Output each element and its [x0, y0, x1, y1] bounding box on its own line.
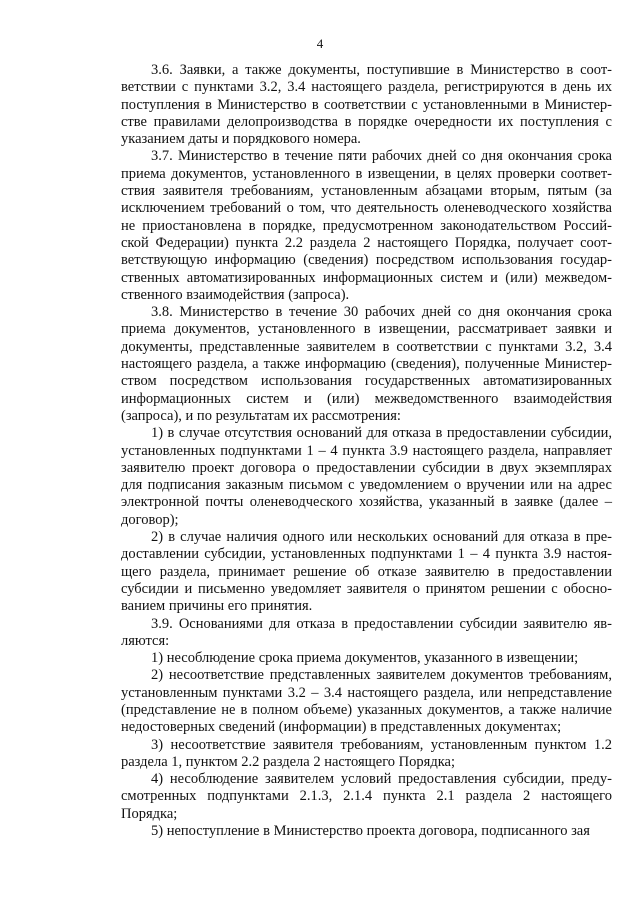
- list-item-3-8-2: 2) в случае наличия одного или нескольких оснований для отказа в предоставлении субсидии, установленных подпунктами 1 – 4 пункта 3.9 настоящего раздела, принимает решение об отказе заявителю в предоставлении субсидии и письменно уведомляет заявителя о принятом решении с обоснованием причины его принятия.: [121, 529, 612, 615]
- paragraph-3-8: 3.8. Министерство в течение 30 рабочих дней со дня окончания срока приема документов, установленного в извещении, рассматривает заявки и документы, представленные заявителем в соответствии с пунктами 3.2, 3.4 настоящего раздела, а также информацию (сведения), полученные Министерством посредством использования государственных автоматизированных информационных систем и (или) межведомственного взаимодействия (запроса), и по результатам их рассмотрения:: [121, 304, 612, 424]
- list-item-3-9-1: 1) несоблюдение срока приема документов, указанного в извещении;: [151, 650, 579, 667]
- list-item-3-9-5: 5) непоступление в Министерство проекта договора, подписанного зая: [151, 823, 590, 840]
- paragraph-3-9: 3.9. Основаниями для отказа в предоставлении субсидии заявителю являются:: [121, 615, 612, 649]
- list-item-3-9-3: 3) несоответствие заявителя требованиям, установленным пунктом 1.2 раздела 1, пунктом 2.2 раздела 2 настоящего Порядка;: [121, 736, 612, 770]
- document-body: [121, 62, 612, 840]
- list-item-3-8-1: 1) в случае отсутствия оснований для отказа в предоставлении субсидии, установленных подпунктами 1 – 4 пункта 3.9 настоящего раздела, направляет заявителю проект договора о предоставлении субсидии в двух экземплярах для подписания заказным письмом с уведомлением о вручении или на адрес электронной почты оленеводческого хозяйства, указанный в заявке (далее – договор);: [121, 425, 612, 528]
- list-item-3-9-4: 4) несоблюдение заявителем условий предоставления субсидии, предусмотренных подпунктами 2.1.3, 2.1.4 пункта 2.1 раздела 2 настоящего Порядка;: [121, 771, 612, 822]
- paragraph-3-6: 3.6. Заявки, а также документы, поступившие в Министерство в соответствии с пунктами 3.2, 3.4 настоящего раздела, регистрируются в день их поступления в Министерство в соответствии с установленными в Министерстве правилами делопроизводства в порядке очередности их поступления с указанием даты и порядкового номера.: [121, 62, 612, 148]
- paragraph-3-7: 3.7. Министерство в течение пяти рабочих дней со дня окончания срока приема документов, установленного в извещении, в целях проверки соответствия заявителя требованиям, установленным абзацами вторым, пятым (за исключением требований о том, что деятельность оленеводческого хозяйства не приостановлена в порядке, предусмотренном законодательством Российской Федерации) пункта 2.2 раздела 2 настоящего Порядка, получает соответствующую информацию (сведения) посредством использования государственных автоматизированных информационных систем и (или) межведомственного взаимодействия (запроса).: [121, 148, 612, 303]
- page-number: 4: [316, 36, 324, 51]
- list-item-3-9-2: 2) несоответствие представленных заявителем документов требованиям, установленным пунктами 3.2 – 3.4 настоящего раздела, или непредставление (представление не в полном объеме) указанных документов, а также наличие недостоверных сведений (информации) в представленных документах;: [121, 667, 612, 736]
